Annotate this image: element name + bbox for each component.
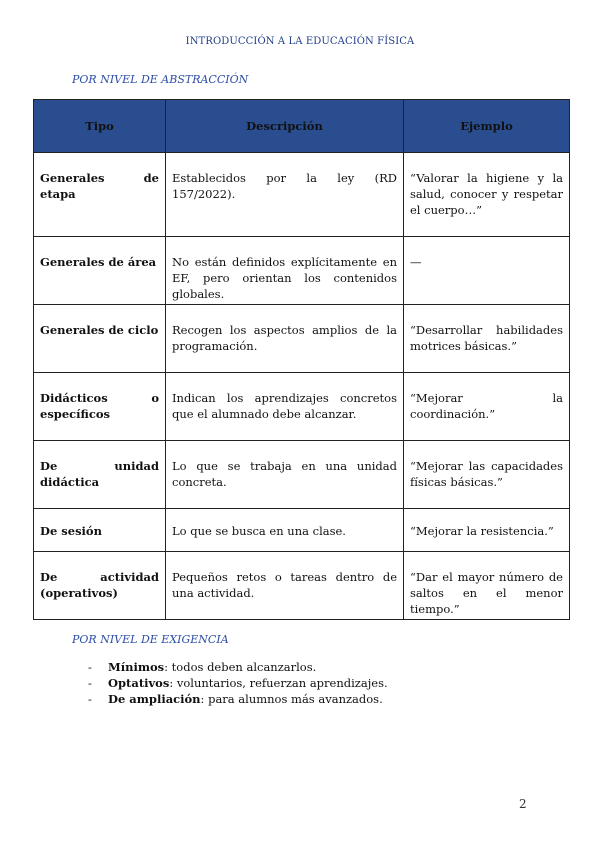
table-row bbox=[34, 373, 570, 441]
table-row bbox=[34, 552, 570, 620]
example-cell: “Valorar la higiene y la salud, conocer y respetar el cuerpo…” bbox=[404, 153, 570, 237]
list-dash: - bbox=[88, 676, 92, 690]
exigency-list bbox=[88, 659, 388, 707]
table-row bbox=[34, 509, 570, 552]
type-cell: Generales de ciclo bbox=[34, 305, 166, 373]
type-cell: De actividad (operativos) bbox=[34, 552, 166, 620]
description-cell: Lo que se trabaja en una unidad concreta. bbox=[166, 441, 404, 509]
example-cell: “Desarrollar habilidades motrices básicas.” bbox=[404, 305, 570, 373]
example-cell: “Mejorar las capacidades físicas básicas.” bbox=[404, 441, 570, 509]
page-header-title: INTRODUCCIÓN A LA EDUCACIÓN FÍSICA bbox=[185, 36, 415, 47]
type-cell: De unidad didáctica bbox=[34, 441, 166, 509]
example-cell: — bbox=[404, 237, 570, 305]
list-item bbox=[88, 691, 388, 707]
description-cell: Pequeños retos o tareas dentro de una actividad. bbox=[166, 552, 404, 620]
table-row bbox=[34, 153, 570, 237]
header-ejemplo: Ejemplo bbox=[404, 100, 570, 153]
description-cell: Recogen los aspectos amplios de la programación. bbox=[166, 305, 404, 373]
example-cell: “Mejorar la resistencia.” bbox=[404, 509, 570, 552]
header-descripcion: Descripción bbox=[166, 100, 404, 153]
list-item bbox=[88, 675, 388, 691]
list-item-text: : voluntarios, refuerzan aprendizajes. bbox=[169, 676, 388, 690]
objectives-table bbox=[33, 99, 570, 620]
list-item-term: De ampliación bbox=[108, 692, 201, 706]
type-cell: Didácticos o específicos bbox=[34, 373, 166, 441]
type-cell: De sesión bbox=[34, 509, 166, 552]
description-cell: No están definidos explícitamente en EF, pero orientan los contenidos globales. bbox=[166, 237, 404, 305]
description-cell: Lo que se busca en una clase. bbox=[166, 509, 404, 552]
table-row bbox=[34, 237, 570, 305]
section-heading-exigency: POR NIVEL DE EXIGENCIA bbox=[72, 633, 229, 646]
list-item-term: Optativos bbox=[108, 676, 170, 690]
page-number: 2 bbox=[519, 797, 527, 811]
list-item-text: : para alumnos más avanzados. bbox=[200, 692, 383, 706]
example-cell: “Mejorar la coordinación.” bbox=[404, 373, 570, 441]
list-item-text: : todos deben alcanzarlos. bbox=[164, 660, 317, 674]
section-heading-abstraction: POR NIVEL DE ABSTRACCIÓN bbox=[72, 73, 249, 86]
table-header-row bbox=[34, 100, 570, 153]
list-dash: - bbox=[88, 692, 92, 706]
description-cell: Indican los aprendizajes concretos que el alumnado debe alcanzar. bbox=[166, 373, 404, 441]
example-cell: “Dar el mayor número de saltos en el menor tiempo.” bbox=[404, 552, 570, 620]
list-item bbox=[88, 659, 388, 675]
description-cell: Establecidos por la ley (RD 157/2022). bbox=[166, 153, 404, 237]
list-dash: - bbox=[88, 660, 92, 674]
list-item-term: Mínimos bbox=[108, 660, 165, 674]
table-row bbox=[34, 441, 570, 509]
type-cell: Generales de etapa bbox=[34, 153, 166, 237]
type-cell: Generales de área bbox=[34, 237, 166, 305]
table-row bbox=[34, 305, 570, 373]
header-tipo: Tipo bbox=[34, 100, 166, 153]
